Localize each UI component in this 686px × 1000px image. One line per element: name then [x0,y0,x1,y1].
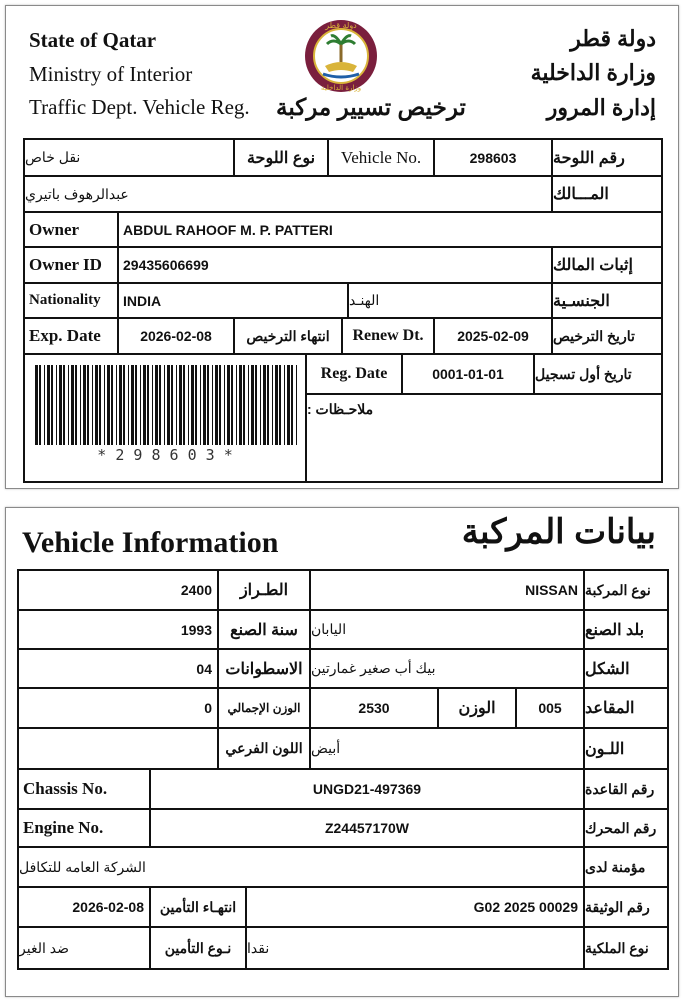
vehicle-info-card [5,507,679,997]
make-value: NISSAN [525,582,578,598]
policy-label: رقم الوثيقة [585,898,650,915]
header-en-state: State of Qatar [29,28,157,52]
reg-date-value: 0001-01-01 [432,366,504,382]
vehicle-info-title-ar: بيانات المركبة [461,513,656,551]
gross-weight-label: الوزن الإجمالي [227,701,301,715]
engine-label-en: Engine No. [23,818,104,837]
owner-ar-value: عبدالرهوف باتيري [25,185,129,202]
seats-value: 005 [538,700,562,716]
insurer-label: مؤمنة لدى [585,858,646,875]
seats-label: المقاعد [585,700,635,717]
header-ar-state: دولة قطر [570,26,656,51]
owner-id-value: 29435606699 [123,257,209,273]
exp-date-label: Exp. Date [29,326,101,345]
year-label: سنة الصنع [230,621,298,639]
header-en-ministry: Ministry of Interior [29,62,193,86]
nationality-value: INDIA [123,292,162,309]
shape-value: بيك أب صغير غمارتين [311,660,436,676]
vehicle-info-table [17,569,669,970]
nationality-ar-value: الهنـد [349,292,380,308]
subcolor-label: اللون الفرعي [225,740,303,756]
renew-label: Renew Dt. [352,327,424,344]
owner-label: Owner [29,219,80,239]
nationality-ar-label: الجنسـية [553,292,610,310]
registration-card [5,5,679,489]
ministry-logo-icon [303,18,379,94]
nationality-label: Nationality [29,292,101,308]
color-label: اللـون [585,740,625,758]
cylinders-label: الاسطوانات [225,660,303,678]
country-value: اليابان [311,621,347,637]
chassis-label-en: Chassis No. [23,779,108,798]
renew-ar-label: تاريخ الترخيص [553,327,635,344]
vehicle-no-label: Vehicle No. [340,147,422,167]
logo-text-bottom: وزارة الداخلية [320,84,362,92]
color-value: أبيض [311,740,341,756]
renew-value: 2025-02-09 [457,328,529,344]
barcode-icon [33,365,303,445]
remarks-label: ملاحـظات : [307,401,374,417]
ownership-value: نقدا [247,939,270,956]
ownership-label: نوع الملكية [585,939,649,956]
weight-label: الوزن [458,700,496,717]
header-ar-title: ترخيص تسيير مركبة [276,94,466,120]
insurance-type-label: نـوع التأمين [164,939,232,956]
registration-table [23,138,663,483]
header-en-dept: Traffic Dept. Vehicle Reg. [29,95,250,119]
insurer-value: الشركة العامه للتكافل [19,858,146,875]
make-label: نوع المركبة [585,581,651,598]
reg-date-label: Reg. Date [320,365,388,382]
insurance-type-value: ضد الغير [19,939,69,956]
owner-id-ar-label: إثبات المالك [553,257,633,274]
model-value: 2400 [180,582,212,598]
insurance-expiry-value: 2026-02-08 [72,899,144,915]
chassis-label-ar: رقم القاعدة [585,780,655,797]
weight-value: 2530 [358,700,390,716]
plate-type-label: نوع اللوحة [246,149,316,167]
shape-label: الشكل [585,660,630,678]
cylinders-value: 04 [196,660,212,677]
year-value: 1993 [180,621,212,638]
logo-text-top: دولة قطر [325,21,357,30]
model-label: الطـراز [239,582,289,599]
vehicle-no-value: 298603 [469,149,517,166]
exp-date-value: 2026-02-08 [140,328,212,344]
header-ar-ministry: وزارة الداخلية [530,60,656,85]
header-ar-dept: إدارة المرور [546,95,656,120]
gross-weight-value: 0 [204,700,212,716]
barcode-box [25,355,307,483]
barcode-text: * 2 9 8 6 0 3 * [97,446,233,464]
plate-type-value: نقل خاص [25,149,81,165]
engine-value: Z24457170W [324,820,410,836]
vehicle-info-title-en: Vehicle Information [22,526,279,559]
insurance-expiry-label: انتهـاء التأمين [159,898,237,915]
reg-date-ar-label: تاريخ أول تسجيل [535,365,632,382]
exp-date-ar-label: انتهاء الترخيص [246,327,330,344]
owner-ar-label: المـــالك [553,186,609,203]
owner-value: ABDUL RAHOOF M. P. PATTERI [123,221,333,238]
owner-id-label: Owner ID [29,255,102,274]
country-label: بلد الصنع [585,621,645,639]
plate-no-label: رقم اللوحة [553,149,625,167]
policy-value: G02 2025 00029 [473,899,578,915]
engine-label-ar: رقم المحرك [585,819,657,836]
chassis-value: UNGD21-497369 [312,781,422,797]
